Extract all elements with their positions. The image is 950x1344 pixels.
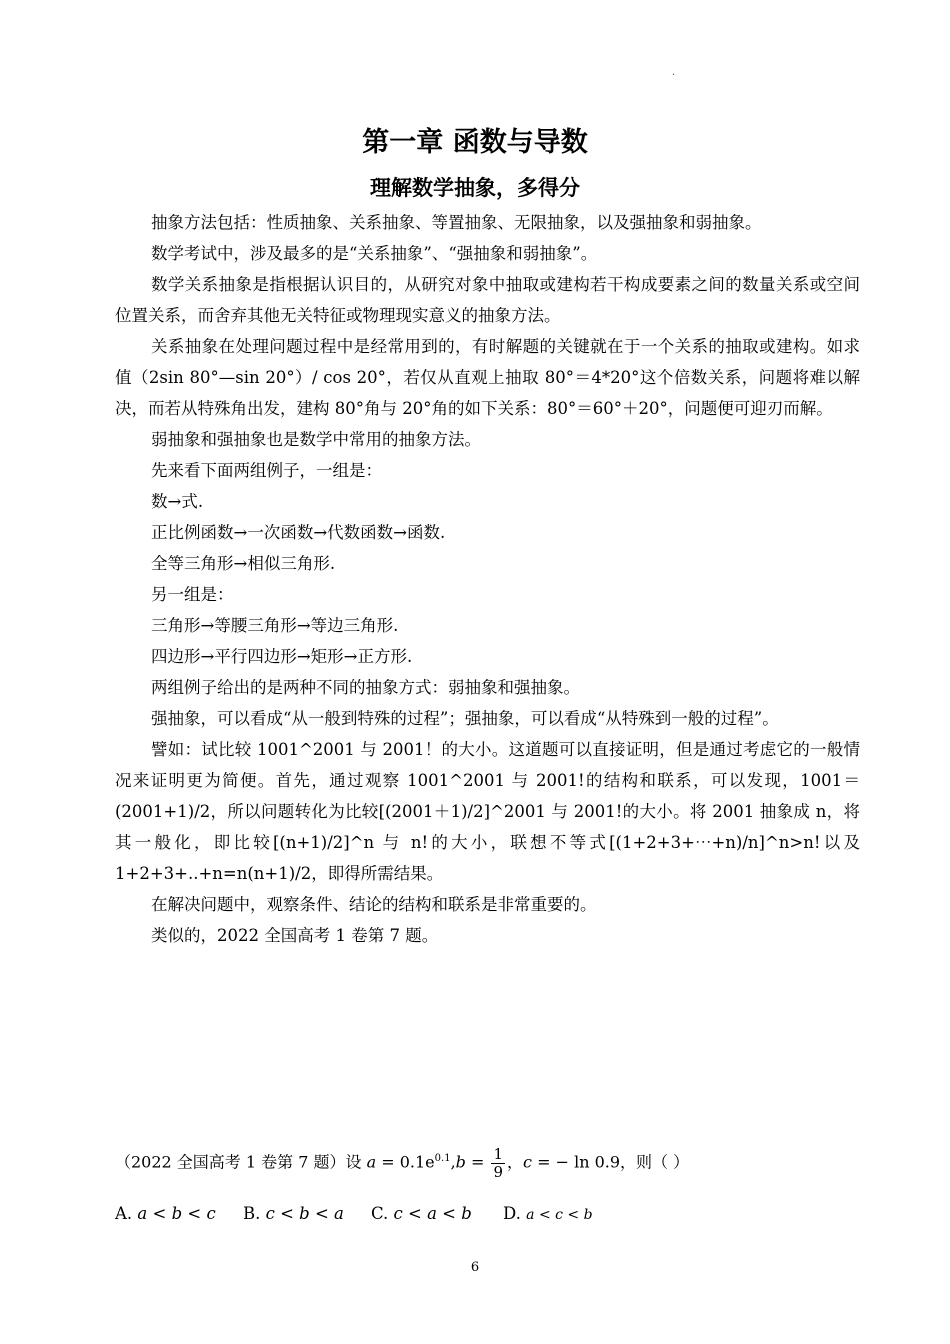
option-text: c < a < b — [393, 1204, 472, 1223]
paragraph: 类似的，2022 全国高考 1 卷第 7 题。 — [151, 926, 439, 945]
paragraph: 两组例子给出的是两种不同的抽象方式：弱抽象和强抽象。 — [151, 678, 580, 697]
option-text: a < c < b — [526, 1207, 593, 1223]
answer-options — [115, 1204, 593, 1223]
fraction-numerator: 1 — [493, 1145, 504, 1163]
a-definition: = 0.1e — [376, 1152, 435, 1172]
example-line: 数→式. — [151, 492, 204, 511]
example-line: 三角形→等腰三角形→等边三角形. — [151, 616, 399, 635]
paragraph: 弱抽象和强抽象也是数学中常用的抽象方法。 — [151, 430, 481, 449]
var-a: a — [366, 1152, 377, 1172]
separator: , — [450, 1152, 456, 1172]
var-c: c — [523, 1152, 533, 1172]
paragraph: 在解决问题中，观察条件、结论的结构和联系是非常重要的。 — [151, 895, 597, 914]
question-tail: ，则（ ） — [620, 1152, 690, 1172]
var-b: b — [455, 1152, 466, 1172]
paragraph: 譬如：试比较 1001^2001 与 2001！的大小。这道题可以直接证明，但是通过考虑它的一般情况来证明更为简便。首先，通过观察 1001^2001 与 2001!的结构和联系，可以发现，1001＝(2001+1)/2，所以问题转化为比较[(2001＋1)/2]^2001 与 2001!的大小。将 2001 抽象成 n，将其一般化，即比较[(n+1)/2]^n 与 n!的大小，联想不等式[(1+2+3+⋯+n)/n]^n>n!以及 1+2+3+..+n=n(n+1)/2，即得所需结果。 — [115, 740, 860, 883]
option-label: A. — [115, 1204, 133, 1223]
header-mark: · — [672, 70, 676, 81]
option-a — [115, 1204, 243, 1223]
option-text: c < b < a — [265, 1204, 344, 1223]
section-title: 理解数学抽象，多得分 — [370, 176, 580, 200]
question-source: （2022 全国高考 1 卷第 7 题）设 — [115, 1152, 362, 1172]
option-label: C. — [371, 1204, 389, 1223]
option-c — [371, 1204, 503, 1223]
example-line: 四边形→平行四边形→矩形→正方形. — [151, 647, 413, 666]
paragraph: 另一组是： — [151, 585, 234, 604]
body-text — [115, 207, 860, 951]
option-text: a < b < c — [137, 1204, 216, 1223]
page-number: 6 — [470, 1260, 480, 1275]
separator: ， — [507, 1152, 524, 1172]
paragraph: 抽象方法包括：性质抽象、关系抽象、等置抽象、无限抽象，以及强抽象和弱抽象。 — [151, 213, 762, 232]
option-d — [503, 1204, 593, 1223]
paragraph: 数学考试中，涉及最多的是“关系抽象”、“强抽象和弱抽象”。 — [151, 244, 598, 263]
paragraph: 关系抽象在处理问题过程中是经常用到的，有时解题的关键就在于一个关系的抽取或建构。如求值（2sin 80°—sin 20°）/ cos 20°，若仅从直观上抽取 80°＝4*20°这个倍数关系，问题将难以解决，而若从特殊角出发，建构 80°角与 20°角的如下关系：80°＝60°＋20°，问题便可迎刃而解。 — [115, 337, 860, 418]
b-equals: = — [465, 1152, 490, 1172]
option-label: D. — [503, 1204, 521, 1223]
option-b — [243, 1204, 371, 1223]
option-label: B. — [243, 1204, 261, 1223]
paragraph: 数学关系抽象是指根据认识目的，从研究对象中抽取或建构若干构成要素之间的数量关系或空间位置关系，而舍弃其他无关特征或物理现实意义的抽象方法。 — [115, 275, 860, 325]
example-line: 全等三角形→相似三角形. — [151, 554, 336, 573]
b-fraction — [491, 1146, 505, 1180]
c-definition: = − ln 0.9 — [532, 1152, 621, 1172]
fraction-denominator: 9 — [493, 1162, 504, 1181]
chapter-title: 第一章 函数与导数 — [362, 127, 588, 158]
paragraph: 强抽象，可以看成“从一般到特殊的过程”；强抽象，可以看成“从特殊到一般的过程”。 — [151, 709, 779, 728]
a-exponent: 0.1 — [434, 1153, 451, 1165]
paragraph: 先来看下面两组例子，一组是： — [151, 461, 382, 480]
exam-question — [115, 1146, 689, 1180]
example-line: 正比例函数→一次函数→代数函数→函数. — [151, 523, 446, 542]
